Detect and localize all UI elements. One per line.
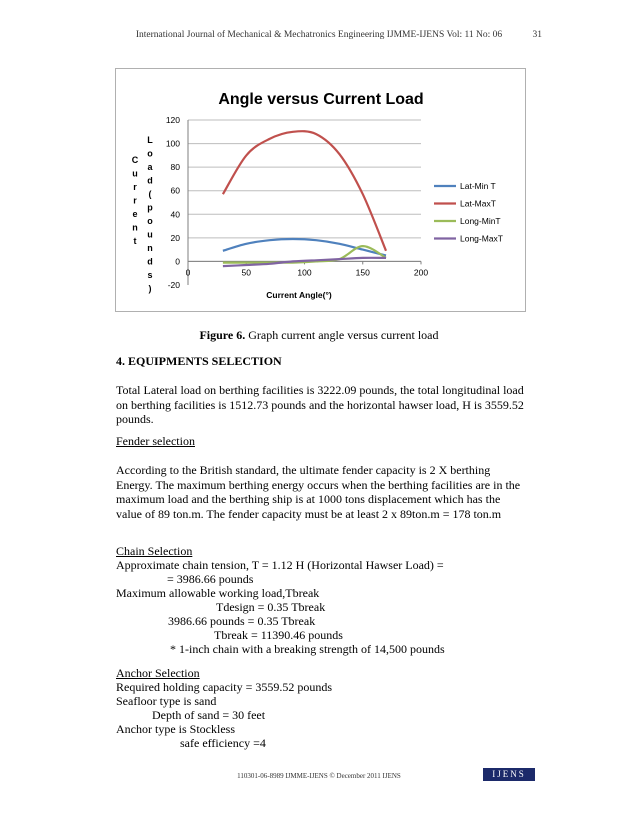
figure-caption <box>0 328 638 343</box>
y-tick-label: -20 <box>167 280 180 290</box>
legend-label: Long-MinT <box>460 216 501 226</box>
y-axis-label-char: a <box>147 162 153 172</box>
y-axis-label-char: d <box>147 256 153 267</box>
anchor-line-2: Seafloor type is sand <box>116 694 217 708</box>
chart-svg <box>116 69 527 313</box>
anchor-line-5: safe efficiency =4 <box>180 736 266 750</box>
chain-line-6: Tbreak = 11390.46 pounds <box>214 628 343 642</box>
y-axis-label-char: ) <box>148 283 152 294</box>
y-axis-label-char: ( <box>148 189 152 199</box>
chart-title: Angle versus Current Load <box>218 91 424 108</box>
y-tick-label: 40 <box>170 209 180 220</box>
y-tick-label: 120 <box>165 115 180 125</box>
page-footer: 110301-06-8989 IJMME-IJENS © December 2011 IJENS <box>237 772 401 780</box>
chain-line-4: Tdesign = 0.35 Tbreak <box>216 600 326 614</box>
legend-label: Lat-Min T <box>460 181 496 191</box>
anchor-heading: Anchor Selection <box>116 666 200 680</box>
y-tick-label: 0 <box>175 256 180 267</box>
section-title: 4. EQUIPMENTS SELECTION <box>116 354 282 368</box>
x-tick-label: 100 <box>297 267 312 278</box>
y-axis-label-char: n <box>132 222 138 233</box>
y-tick-label: 80 <box>170 162 180 173</box>
legend-label: Long-MaxT <box>460 233 503 244</box>
y-tick-label: 20 <box>170 232 180 243</box>
y-axis-label-char: t <box>133 236 137 246</box>
ijens-logo: IJENS <box>483 768 535 781</box>
y-axis-label-char: u <box>147 229 153 240</box>
chain-line-3: Maximum allowable working load,Tbreak <box>116 586 320 600</box>
chart-figure <box>115 68 526 312</box>
y-axis-label-char: o <box>147 148 153 159</box>
y-axis-label-char: s <box>147 270 153 280</box>
x-tick-label: 150 <box>355 267 370 278</box>
y-axis-label-char: L <box>147 135 153 145</box>
anchor-line-4: Anchor type is Stockless <box>116 722 235 736</box>
figure-caption-text: Graph current angle versus current load <box>245 328 439 342</box>
chain-heading: Chain Selection <box>116 544 193 558</box>
anchor-line-3: Depth of sand = 30 feet <box>152 708 266 722</box>
y-axis-label-char: o <box>147 216 153 226</box>
paragraph-loads: Total Lateral load on berthing facilities is 3222.09 pounds, the total longitudinal load on berthing facilities is 1512.73 pounds and the horizontal hawser load, H is 3559.52 pounds. <box>116 383 524 426</box>
y-axis-label-char: d <box>147 175 153 186</box>
fender-heading: Fender selection <box>116 434 195 448</box>
y-axis-label-char: e <box>132 209 138 219</box>
y-axis-label-char: n <box>147 243 153 253</box>
y-axis-label-char: r <box>133 195 137 206</box>
page-header <box>0 30 638 40</box>
page-number: 31 <box>532 30 542 40</box>
x-tick-label: 200 <box>413 267 429 278</box>
chain-line-1: Approximate chain tension, T = 1.12 H (Horizontal Hawser Load) = <box>116 558 444 572</box>
anchor-line-1: Required holding capacity = 3559.52 pounds <box>116 680 333 694</box>
chain-line-7: * 1-inch chain with a breaking strength of 14,500 pounds <box>170 642 445 656</box>
fender-paragraph: According to the British standard, the ultimate fender capacity is 2 X berthing Energy. The maximum berthing energy occurs when the berthing facilities are in the maximum load and the berthing ship is at 1000 tons displacement which has the value of 89 ton.m. The fender capacity must be at least 2 x 89ton.m = 178 ton.m <box>116 463 521 521</box>
journal-title: International Journal of Mechanical & Mechatronics Engineering IJMME-IJENS Vol: 11 No: 06 <box>135 30 503 40</box>
y-tick-label: 100 <box>165 138 180 149</box>
x-tick-label: 0 <box>185 267 191 278</box>
y-axis-label-char: p <box>147 202 153 213</box>
x-axis-label: Current Angle(°) <box>266 290 332 300</box>
chain-line-2: = 3986.66 pounds <box>167 572 254 586</box>
x-tick-label: 50 <box>241 267 251 278</box>
y-axis-label-char: C <box>131 155 139 165</box>
chain-line-5: 3986.66 pounds = 0.35 Tbreak <box>168 614 316 628</box>
legend-label: Lat-MaxT <box>460 198 496 209</box>
figure-label: Figure 6. <box>199 328 246 342</box>
y-axis-label-char: u <box>132 168 138 179</box>
y-axis-label-char: r <box>133 182 137 192</box>
y-tick-label: 60 <box>170 185 180 196</box>
